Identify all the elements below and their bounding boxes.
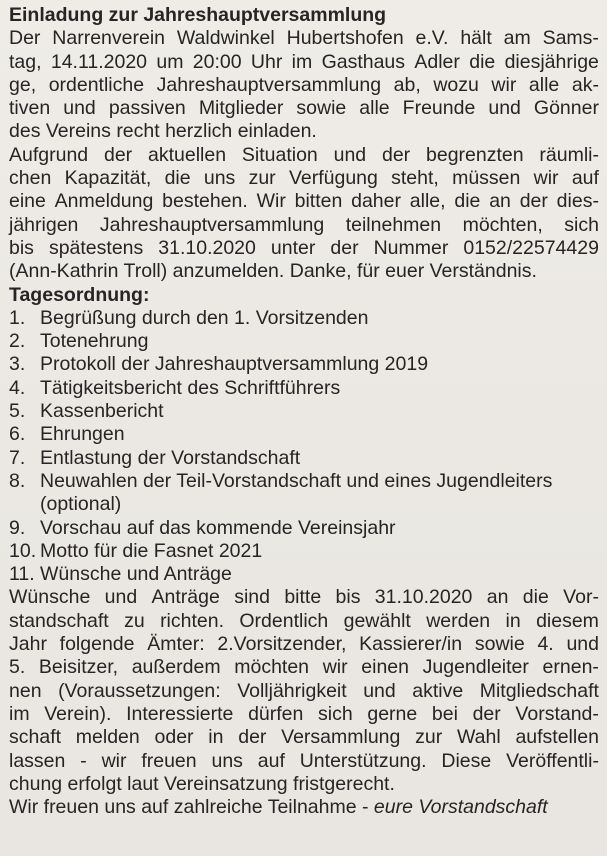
word: Wahl (456, 726, 501, 749)
agenda-item-text: Tätigkeitsbericht des Schriftführers (40, 376, 341, 399)
word: tiven (9, 97, 51, 120)
agenda-item (9, 447, 599, 470)
word: Verein). (44, 702, 112, 725)
word: alle (359, 97, 390, 120)
word: auf (571, 167, 599, 190)
agenda-item-text: Ehrungen (40, 423, 125, 446)
word: aktive (412, 679, 464, 702)
word: dürfen (248, 702, 304, 725)
agenda-list (9, 307, 599, 587)
word: Volljährigkeit (237, 679, 347, 702)
word: der (103, 143, 133, 166)
word: 31.10.2020 (374, 586, 473, 609)
word: passiven (108, 97, 186, 120)
word: in (208, 726, 224, 749)
text-line (9, 260, 537, 282)
agenda-item-number: 3. (9, 353, 26, 376)
word: Uhr (250, 50, 283, 73)
word: Freunde (402, 97, 476, 120)
word: bitte (284, 586, 322, 609)
word: ernen- (542, 656, 599, 679)
text-line: chung erfolgt laut Vereinsatzung fristgerecht. (9, 772, 395, 795)
agenda-item-body (40, 517, 396, 540)
word: außerdem (131, 656, 221, 679)
agenda-item-text: Motto für die Fasnet 2021 (40, 539, 263, 562)
word: 31.10.2020 (158, 236, 256, 259)
agenda-item-number: 9. (9, 516, 26, 539)
word: melden (75, 726, 140, 749)
word: Jahr (9, 633, 47, 656)
intro-line (9, 97, 599, 120)
word: 2.Vorsitzender, (217, 633, 347, 656)
agenda-item-text: Kassenbericht (40, 400, 164, 423)
word: wir (491, 73, 517, 96)
word: ge, (9, 73, 37, 96)
word: (Ann-Kathrin (9, 260, 119, 283)
word: der (381, 143, 411, 166)
word: wir (322, 656, 348, 679)
word: Danke, (289, 260, 352, 283)
wishes-line (9, 656, 599, 679)
word: lassen (9, 749, 66, 772)
word: Sams- (542, 27, 599, 50)
agenda-item-body (40, 400, 164, 423)
word: bestehen. (162, 190, 248, 213)
word: möchten (234, 656, 310, 679)
word: wir (533, 167, 559, 190)
word: der (472, 702, 501, 725)
intro-line (9, 74, 599, 97)
intro-paragraph (9, 27, 599, 143)
agenda-item-number: 10. (9, 539, 37, 562)
word: Situation (241, 143, 318, 166)
word: 0152/22574429 (463, 236, 599, 259)
agenda-item-text: Vorschau auf das kommende Vereinsjahr (40, 516, 396, 539)
word: Versammlung (281, 726, 401, 749)
agenda-item-body (40, 470, 552, 517)
word: Verständnis. (429, 260, 537, 283)
agenda-item-number: 5. (9, 400, 26, 423)
word: sind (234, 586, 270, 609)
word: Jugendleiter (422, 656, 529, 679)
word: uns (211, 749, 243, 772)
word: und (63, 97, 96, 120)
closing-text: Wir freuen uns auf zahlreiche Teilnahme - (9, 796, 374, 819)
word: Waldwinkel (176, 27, 275, 50)
word: jährigen (9, 213, 79, 236)
agenda-item-body (40, 447, 300, 470)
word: Vorstand- (515, 702, 599, 725)
word: werden (426, 609, 491, 632)
intro-line (9, 27, 599, 50)
word: möchten, (462, 213, 543, 236)
word: ordentliche (48, 73, 145, 96)
word: Mitglieder (198, 97, 284, 120)
word: steht, (391, 167, 439, 190)
word: unter (270, 236, 316, 259)
agenda-item (9, 540, 599, 563)
word: Mitgliedschaft (479, 679, 599, 702)
agenda-item-body (40, 563, 232, 586)
word: am (503, 27, 531, 50)
word: begrenzten (426, 143, 524, 166)
word: 14.11.2020 (50, 50, 148, 73)
word: sich (564, 213, 599, 236)
agenda-item (9, 353, 599, 376)
agenda-item-body (40, 540, 262, 563)
word: Ordentlich (239, 609, 329, 632)
intro-line (9, 51, 599, 74)
word: tag, (9, 50, 42, 73)
word: einen (361, 656, 409, 679)
agenda-item-text: Neuwahlen der Teil-Vorstandschaft und eines Jugendleiters (40, 469, 553, 492)
agenda-item-text: Protokoll der Jahreshauptversammlung 2019 (40, 353, 429, 376)
word: im (291, 50, 313, 73)
registration-line (9, 237, 599, 260)
word: Beisitzer, (38, 656, 119, 679)
word: räumli- (539, 143, 599, 166)
word: standschaft (9, 609, 109, 632)
agenda-item-text: Totenehrung (40, 330, 149, 353)
agenda-item (9, 423, 599, 446)
word: für (356, 260, 380, 283)
word: aktuellen (148, 143, 227, 166)
word: Diese (441, 749, 492, 772)
word: Nummer (373, 236, 449, 259)
wishes-line (9, 703, 599, 726)
word: bis (9, 236, 34, 259)
wishes-line (9, 680, 599, 703)
word: Hubertshofen (286, 27, 404, 50)
word: wozu (433, 73, 479, 96)
agenda-item-number: 11. (9, 563, 35, 586)
registration-line (9, 260, 599, 283)
word: die (522, 586, 549, 609)
word: Adler (414, 50, 460, 73)
word: ak- (571, 73, 599, 96)
agenda-item-text: Wünsche und Anträge (40, 563, 232, 586)
agenda-item-number: 4. (9, 376, 26, 399)
word: müssen (452, 167, 521, 190)
agenda-item-number: 1. (9, 306, 26, 329)
page-title: Einladung zur Jahreshauptversammlung (9, 4, 387, 26)
registration-line (9, 167, 599, 190)
word: Gasthaus (321, 50, 406, 73)
word: Ämter: (147, 633, 205, 656)
word: der (330, 236, 359, 259)
wishes-line (9, 726, 599, 749)
agenda-item (9, 517, 599, 540)
word: Vor- (563, 586, 599, 609)
agenda-item-number: 8. (9, 469, 26, 492)
word: nen (9, 679, 42, 702)
word: diesem (536, 609, 599, 632)
word: Verfügung (288, 167, 378, 190)
word: richten. (160, 609, 225, 632)
word: sowie (474, 633, 525, 656)
agenda-item-number: 6. (9, 423, 26, 446)
word: der (519, 190, 548, 213)
agenda-item (9, 563, 599, 586)
agenda-item (9, 307, 599, 330)
word: - (80, 749, 87, 772)
word: alle (528, 73, 560, 96)
wishes-line (9, 586, 599, 609)
word: Der (9, 27, 41, 50)
agenda-item-number: 7. (9, 446, 26, 469)
word: freuen (141, 749, 197, 772)
agenda-item-text: Entlastung der Vorstandschaft (40, 446, 301, 469)
word: schaft (9, 726, 62, 749)
agenda-item-text-continued: (optional) (40, 493, 122, 516)
wishes-line (9, 773, 599, 796)
word: Jahreshauptversammlung (156, 73, 382, 96)
agenda-item-body (40, 330, 148, 353)
agenda-item-text: Begrüßung durch den 1. Vorsitzenden (40, 306, 369, 329)
word: und (363, 679, 396, 702)
registration-line (9, 214, 599, 237)
word: anzumelden. (172, 260, 285, 283)
closing-line (9, 796, 599, 819)
wishes-line (9, 633, 599, 656)
wishes-line (9, 750, 599, 773)
registration-line (9, 144, 599, 167)
word: euer (385, 260, 425, 283)
text-line: des Vereins recht herzlich einladen. (9, 120, 317, 143)
word: bei (431, 702, 458, 725)
word: um (156, 50, 184, 73)
signature: eure Vorstandschaft (373, 796, 548, 819)
word: daher (351, 190, 401, 213)
word: Aufgrund (9, 143, 89, 166)
agenda-item (9, 377, 599, 400)
word: 4. (537, 633, 554, 656)
agenda-item (9, 470, 599, 517)
word: an (486, 586, 509, 609)
word: zur (415, 726, 443, 749)
word: wir (101, 749, 127, 772)
intro-line (9, 120, 599, 143)
agenda-heading: Tagesordnung: (9, 283, 150, 306)
word: Narrenverein (52, 27, 165, 50)
wishes-line (9, 610, 599, 633)
word: gerne (367, 702, 418, 725)
word: aufstellen (515, 726, 599, 749)
word: hält (460, 27, 492, 50)
word: Anträge (151, 586, 220, 609)
word: Kapazität, (64, 167, 152, 190)
agenda-item (9, 330, 599, 353)
word: und (104, 586, 138, 609)
word: sich (318, 702, 353, 725)
word: 5. (9, 656, 26, 679)
word: Jahreshauptversammlung (99, 213, 325, 236)
word: Interessierte (126, 702, 234, 725)
word: und (488, 97, 521, 120)
word: und (566, 633, 599, 656)
word: uns (203, 167, 236, 190)
word: und (333, 143, 367, 166)
word: der (238, 726, 267, 749)
agenda-item-body (40, 353, 428, 376)
word: Unterstützung. (299, 749, 427, 772)
word: teilnehmen (345, 213, 442, 236)
word: folgende (59, 633, 135, 656)
word: im (9, 702, 30, 725)
word: auf (257, 749, 285, 772)
word: Anmeldung (54, 190, 154, 213)
word: in (505, 609, 521, 632)
agenda-item-body (40, 423, 125, 446)
word: spätestens (48, 236, 144, 259)
agenda-item (9, 400, 599, 423)
word: alle, (409, 190, 446, 213)
word: zu (124, 609, 145, 632)
word: oder (154, 726, 194, 749)
word: eine (9, 190, 46, 213)
word: zur (248, 167, 276, 190)
agenda-item-number: 2. (9, 330, 26, 353)
word: die (454, 190, 481, 213)
word: dies- (556, 190, 599, 213)
word: Wir (256, 190, 286, 213)
agenda-item-body (40, 307, 368, 330)
word: ab, (393, 73, 421, 96)
registration-paragraph (9, 144, 599, 284)
word: bis (335, 586, 361, 609)
wishes-paragraph (9, 586, 599, 796)
word: Wünsche (9, 586, 91, 609)
registration-line (9, 190, 599, 213)
word: chen (9, 167, 52, 190)
word: Gönner (533, 97, 599, 120)
word: Kassierer/in (359, 633, 463, 656)
word: diesjährige (504, 50, 599, 73)
word: bitten (294, 190, 343, 213)
word: die (164, 167, 191, 190)
word: Veröffentli- (506, 749, 599, 772)
word: sowie (296, 97, 347, 120)
word: die (469, 50, 496, 73)
word: Troll) (123, 260, 168, 283)
word: (Voraussetzungen: (58, 679, 221, 702)
word: an (489, 190, 511, 213)
word: 20:00 (192, 50, 242, 73)
agenda-item-body (40, 377, 340, 400)
word: e.V. (415, 27, 449, 50)
word: gewählt (343, 609, 411, 632)
